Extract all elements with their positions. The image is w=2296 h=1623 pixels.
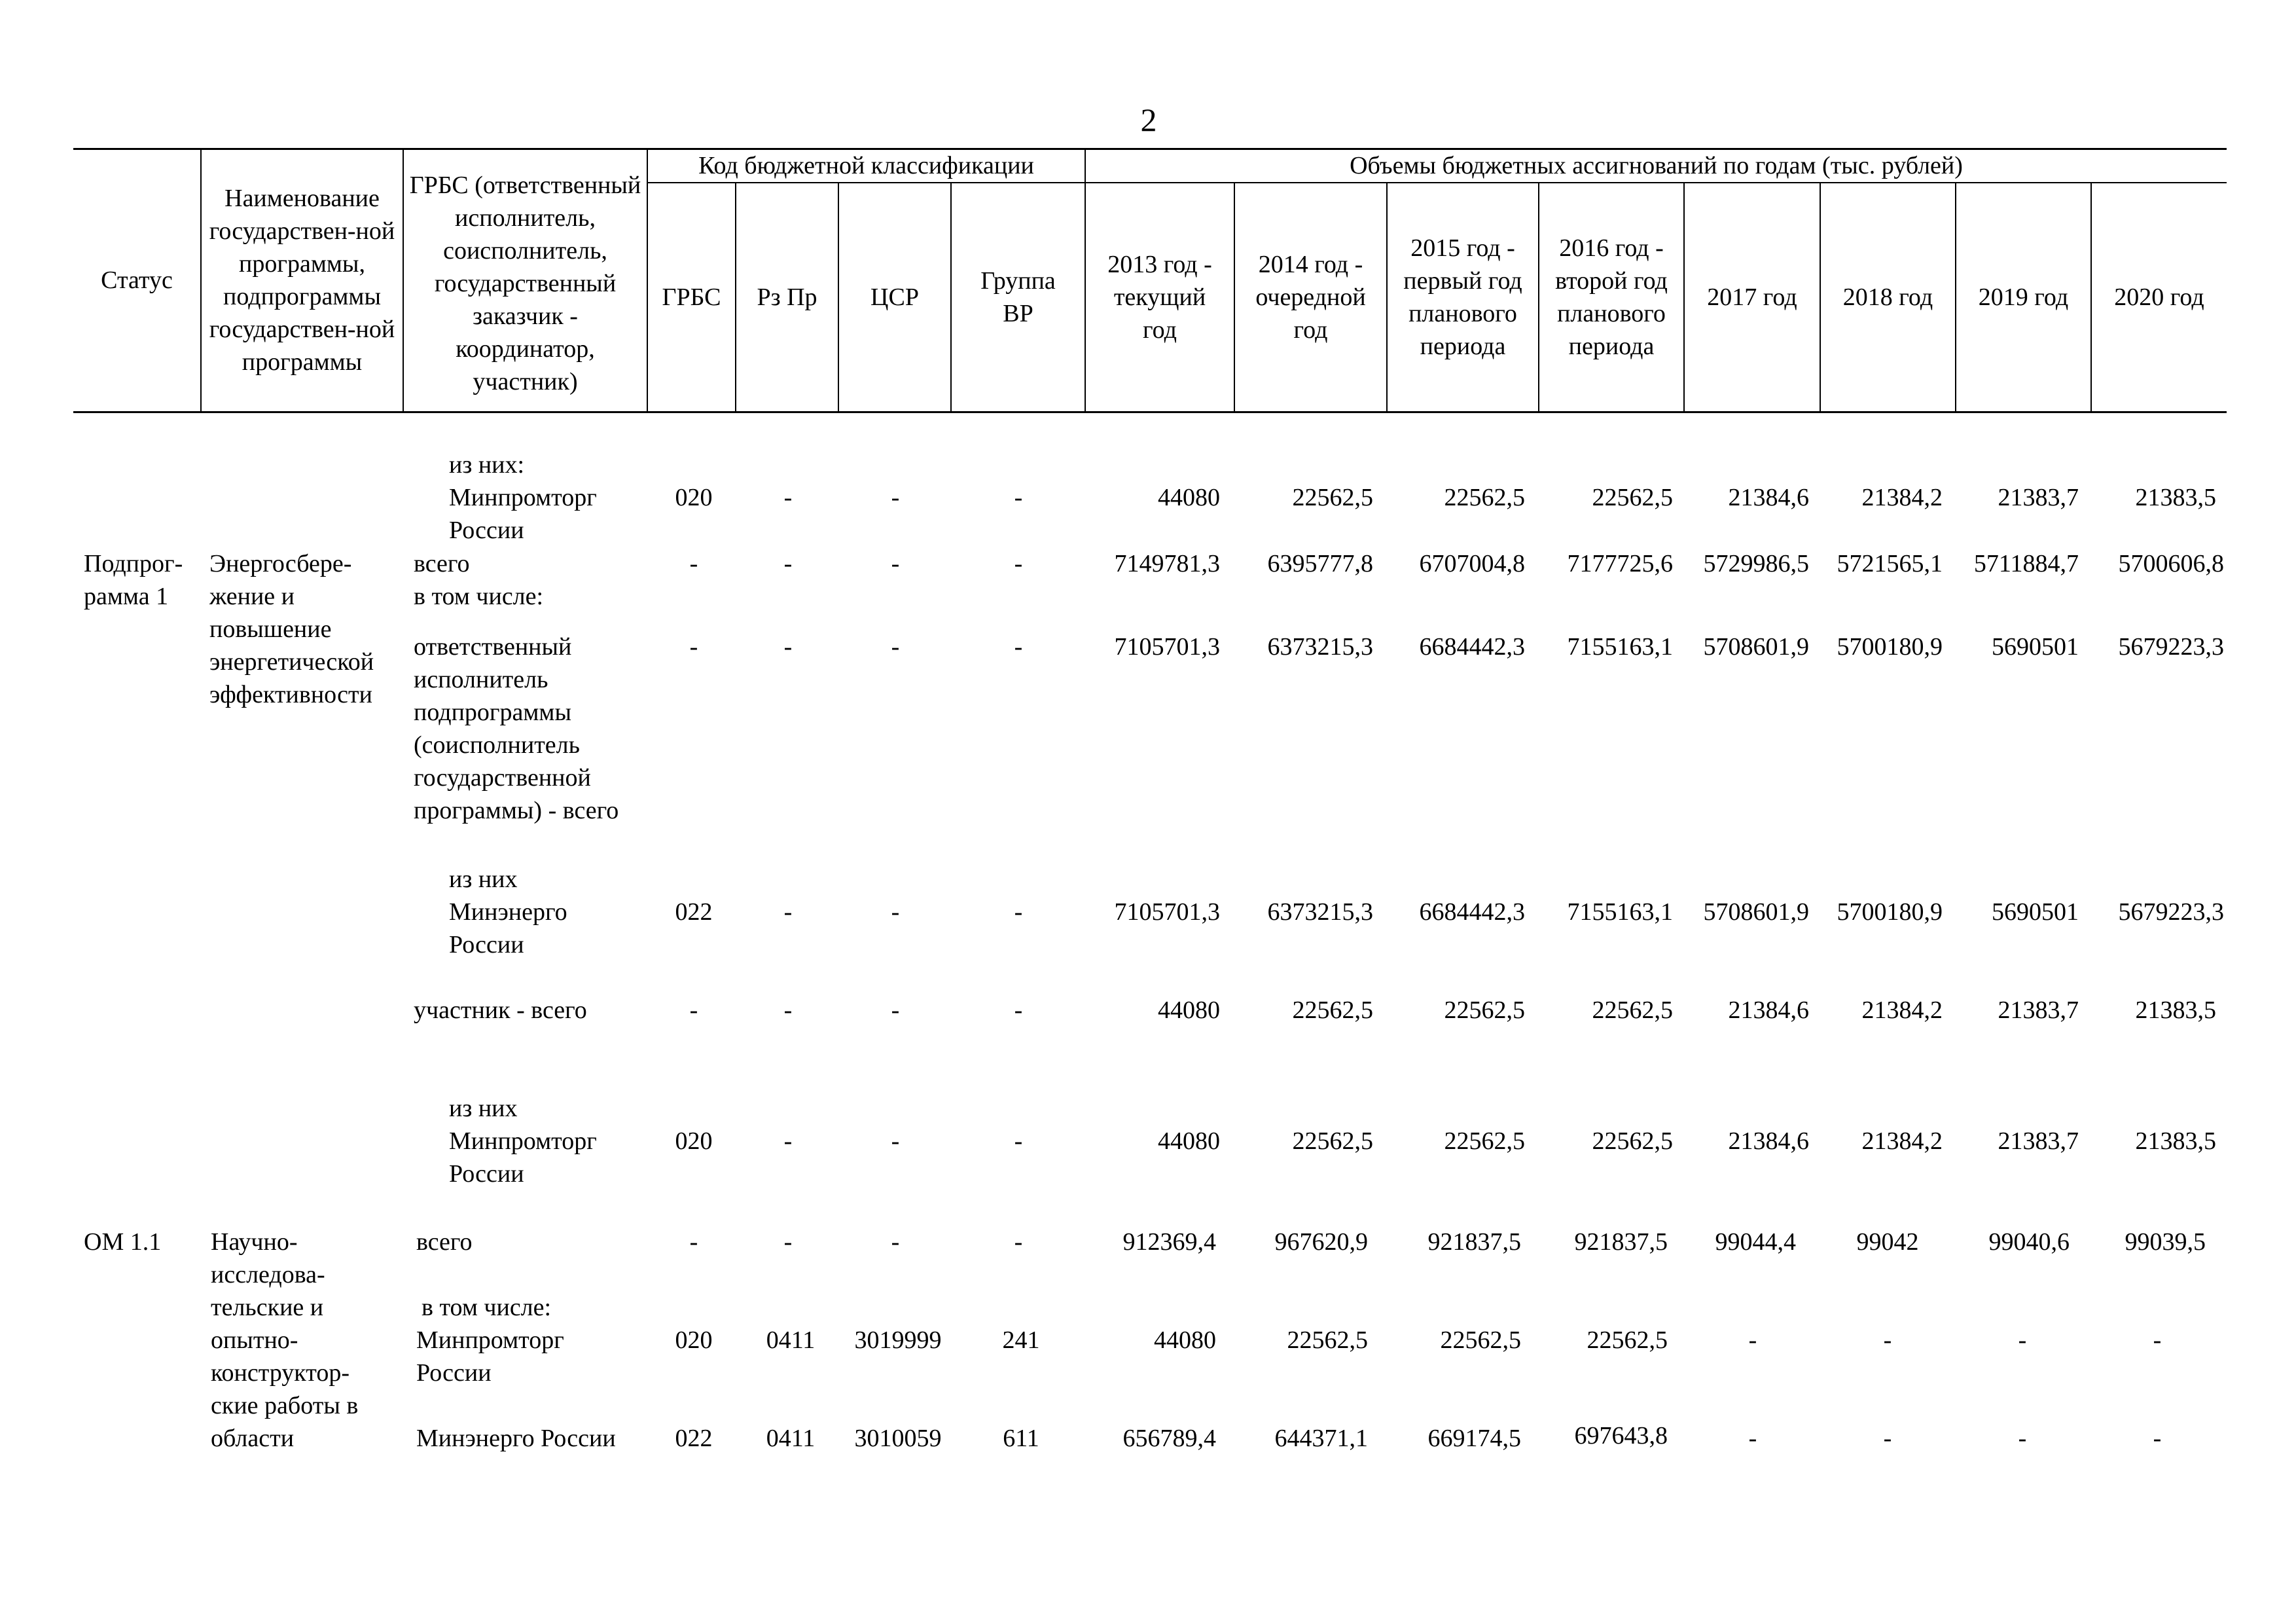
cell-grbs: 022 [675, 898, 713, 926]
cell-vr: - [1014, 550, 1023, 577]
cell-2019: 21383,7 [1998, 996, 2079, 1024]
header-year-2016: 2016 год - второй год планового периода [1555, 234, 1668, 360]
cell-vr: 241 [1002, 1326, 1040, 1354]
cell-2018: 5721565,1 [1837, 550, 1943, 577]
cell-2017: 21384,6 [1728, 996, 1809, 1024]
cell-2013: 7149781,3 [1114, 550, 1220, 577]
cell-2015: 22562,5 [1444, 1127, 1525, 1155]
header-csr: ЦСР [870, 283, 919, 311]
cell-2013: 44080 [1158, 996, 1220, 1024]
cell-2015: 669174,5 [1427, 1425, 1521, 1452]
cell-rzpr: - [783, 898, 793, 926]
cell-2014: 22562,5 [1292, 484, 1373, 511]
header-volumes: Объемы бюджетных ассигнований по годам (тыс. рублей) [1350, 152, 1963, 179]
cell-2018: 5700180,9 [1837, 898, 1943, 926]
row-label: ответственный исполнитель подпрограммы (соисполнитель государственной программы) - всего [414, 633, 619, 824]
status-subprogram-1: Подпрог- рамма 1 [84, 550, 183, 610]
cell-2019: 21383,7 [1998, 484, 2079, 511]
cell-2016: 921837,5 [1574, 1228, 1668, 1256]
cell-2013: 44080 [1154, 1326, 1216, 1354]
cell-grbs: 020 [675, 1127, 713, 1155]
cell-2016: 7155163,1 [1567, 633, 1673, 661]
cell-csr: - [891, 1228, 900, 1256]
cell-2015: 22562,5 [1440, 1326, 1521, 1354]
cell-grbs: - [689, 1228, 698, 1256]
row-label: в том числе: [414, 583, 544, 610]
header-name: Наименование государствен-ной программы, подпрограммы государствен-ной программы [209, 185, 395, 376]
cell-2018: 21384,2 [1861, 484, 1943, 511]
cell-2017: 5729986,5 [1703, 550, 1809, 577]
cell-vr: - [1014, 484, 1023, 511]
cell-2016: 22562,5 [1592, 484, 1673, 511]
header-year-2018: 2018 год [1842, 283, 1933, 311]
cell-rzpr: - [783, 633, 793, 661]
cell-2014: 6395777,8 [1267, 550, 1373, 577]
cell-2014: 967620,9 [1274, 1228, 1368, 1256]
row-label: Минпромторг России [416, 1326, 564, 1387]
cell-2020: 99039,5 [2125, 1228, 2206, 1256]
cell-2017: 5708601,9 [1703, 898, 1809, 926]
cell-2017: 99044,4 [1715, 1228, 1796, 1256]
cell-2014: 22562,5 [1292, 996, 1373, 1024]
cell-2020: 5679223,3 [2118, 633, 2224, 661]
cell-rzpr: - [783, 1127, 793, 1155]
cell-2016: 22562,5 [1592, 1127, 1673, 1155]
cell-2020: - [2153, 1425, 2162, 1452]
header-status: Статус [101, 266, 173, 294]
cell-2014: 22562,5 [1292, 1127, 1373, 1155]
row-label: из них Минпромторг России [449, 1095, 597, 1188]
cell-2020: 21383,5 [2135, 996, 2216, 1024]
cell-vr: - [1014, 633, 1023, 661]
cell-2015: 6684442,3 [1419, 633, 1525, 661]
cell-2020: 5679223,3 [2118, 898, 2224, 926]
cell-2013: 7105701,3 [1114, 633, 1220, 661]
cell-2019: 5690501 [1992, 633, 2079, 661]
cell-rzpr: - [783, 484, 793, 511]
header-year-2015: 2015 год - первый год планового периода [1403, 234, 1522, 360]
cell-2014: 6373215,3 [1267, 633, 1373, 661]
row-label: всего [416, 1228, 473, 1256]
cell-grbs: 020 [675, 1326, 713, 1354]
header-bottom-rule [73, 411, 2227, 413]
cell-2018: - [1883, 1326, 1892, 1354]
cell-2016: 22562,5 [1587, 1326, 1668, 1354]
cell-rzpr: - [783, 996, 793, 1024]
cell-2016: 7155163,1 [1567, 898, 1673, 926]
cell-2017: - [1748, 1425, 1757, 1452]
cell-2017: 21384,6 [1728, 1127, 1809, 1155]
cell-rzpr: - [783, 1228, 793, 1256]
cell-2016: 7177725,6 [1567, 550, 1673, 577]
cell-2019: 5690501 [1992, 898, 2079, 926]
cell-2015: 921837,5 [1427, 1228, 1521, 1256]
cell-grbs: 022 [675, 1425, 713, 1452]
cell-2018: 5700180,9 [1837, 633, 1943, 661]
cell-2015: 22562,5 [1444, 996, 1525, 1024]
cell-2013: 656789,4 [1122, 1425, 1216, 1452]
header-grbs-group: ГРБС (ответственный исполнитель, соисполнитель, государственный заказчик - координатор, участник) [409, 172, 641, 395]
cell-2019: 99040,6 [1988, 1228, 2070, 1256]
name-om-1-1: Научно- исследова- тельские и опытно- конструктор- ские работы в области [211, 1228, 359, 1452]
cell-csr: - [891, 550, 900, 577]
cell-2013: 44080 [1158, 484, 1220, 511]
cell-2017: - [1748, 1326, 1757, 1354]
row-label: из них: Минпромторг России [449, 451, 597, 544]
cell-vr: 611 [1003, 1425, 1039, 1452]
cell-csr: - [891, 633, 900, 661]
cell-2018: 99042 [1856, 1228, 1919, 1256]
cell-rzpr: - [783, 550, 793, 577]
cell-csr: - [891, 996, 900, 1024]
cell-grbs: - [689, 996, 698, 1024]
header-grbs: ГРБС [662, 283, 721, 311]
header-year-2013: 2013 год - текущий год [1107, 251, 1212, 344]
cell-csr: - [891, 484, 900, 511]
cell-rzpr: 0411 [766, 1326, 816, 1354]
cell-2013: 912369,4 [1122, 1228, 1216, 1256]
status-om-1-1: ОМ 1.1 [84, 1228, 162, 1256]
cell-vr: - [1014, 1127, 1023, 1155]
header-year-2020: 2020 год [2114, 283, 2204, 311]
header-year-2017: 2017 год [1707, 283, 1797, 311]
cell-2013: 7105701,3 [1114, 898, 1220, 926]
cell-rzpr: 0411 [766, 1425, 816, 1452]
cell-2014: 22562,5 [1287, 1326, 1368, 1354]
cell-2015: 6707004,8 [1419, 550, 1525, 577]
cell-2017: 21384,6 [1728, 484, 1809, 511]
cell-csr: 3010059 [854, 1425, 942, 1452]
cell-2020: 21383,5 [2135, 1127, 2216, 1155]
cell-grbs: - [689, 550, 698, 577]
cell-csr: - [891, 1127, 900, 1155]
cell-2016: 697643,8 [1574, 1422, 1668, 1450]
row-label: всего [414, 550, 470, 577]
cell-2019: 21383,7 [1998, 1127, 2079, 1155]
cell-2018: 21384,2 [1861, 1127, 1943, 1155]
cell-2020: 5700606,8 [2118, 550, 2224, 577]
cell-2013: 44080 [1158, 1127, 1220, 1155]
header-budget-code: Код бюджетной классификации [698, 152, 1034, 179]
cell-csr: 3019999 [854, 1326, 942, 1354]
cell-2014: 6373215,3 [1267, 898, 1373, 926]
cell-2020: 21383,5 [2135, 484, 2216, 511]
header-vr: Группа ВР [980, 267, 1056, 327]
cell-csr: - [891, 898, 900, 926]
row-label: Минэнерго России [416, 1425, 616, 1452]
cell-2016: 22562,5 [1592, 996, 1673, 1024]
cell-2017: 5708601,9 [1703, 633, 1809, 661]
page-number: 2 [1140, 101, 1157, 138]
cell-2019: - [2018, 1326, 2027, 1354]
row-label: участник - всего [414, 996, 587, 1024]
cell-2015: 6684442,3 [1419, 898, 1525, 926]
row-label: из них Минэнерго России [449, 866, 567, 958]
header-rzpr: Рз Пр [757, 283, 817, 311]
cell-2014: 644371,1 [1274, 1425, 1368, 1452]
cell-2015: 22562,5 [1444, 484, 1525, 511]
cell-2019: 5711884,7 [1973, 550, 2079, 577]
header-year-2014: 2014 год - очередной год [1255, 251, 1366, 344]
cell-2020: - [2153, 1326, 2162, 1354]
name-subprogram-1: Энергосбере- жение и повышение энергетической эффективности [209, 550, 374, 708]
cell-2018: 21384,2 [1861, 996, 1943, 1024]
row-label: в том числе: [422, 1294, 552, 1321]
cell-vr: - [1014, 996, 1023, 1024]
header-year-2019: 2019 год [1978, 283, 2069, 311]
cell-2018: - [1883, 1425, 1892, 1452]
cell-vr: - [1014, 898, 1023, 926]
cell-grbs: 020 [675, 484, 713, 511]
cell-2019: - [2018, 1425, 2027, 1452]
cell-grbs: - [689, 633, 698, 661]
cell-vr: - [1014, 1228, 1023, 1256]
